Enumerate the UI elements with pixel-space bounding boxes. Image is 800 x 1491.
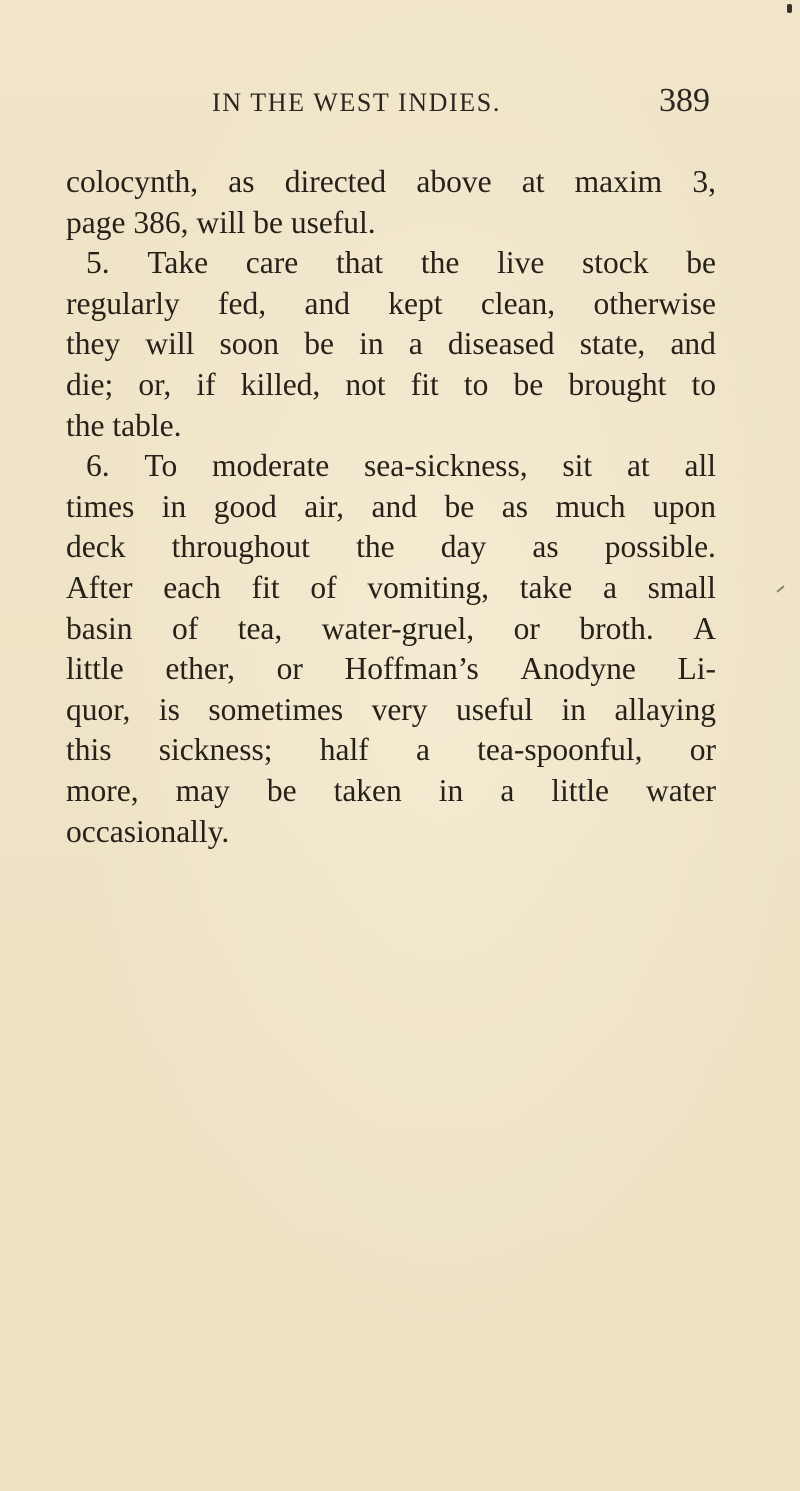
- body-text: [66, 162, 716, 852]
- word: vomiting,: [367, 569, 489, 605]
- word: good: [213, 488, 277, 524]
- word: kept: [388, 285, 443, 321]
- word: sickness;: [158, 732, 273, 768]
- word: to: [691, 366, 716, 402]
- word: or,: [138, 366, 172, 402]
- word: they: [66, 326, 121, 362]
- word: moderate: [212, 448, 330, 484]
- text-line: page 386, will be useful.: [66, 204, 376, 240]
- word: or: [689, 732, 716, 768]
- word: throughout: [171, 529, 310, 565]
- word: After: [66, 569, 133, 605]
- word: soon: [219, 326, 280, 362]
- word: fit: [410, 366, 439, 402]
- word: small: [647, 569, 716, 605]
- word: the: [356, 529, 395, 565]
- word: as: [228, 164, 255, 199]
- word: water: [646, 772, 716, 808]
- word: or: [276, 651, 303, 687]
- word: sit: [562, 448, 593, 484]
- word: very: [371, 691, 428, 727]
- word: die;: [66, 366, 114, 402]
- text-line: [66, 243, 716, 284]
- word: upon: [652, 488, 716, 524]
- text-line: [66, 568, 716, 609]
- word: care: [245, 245, 299, 281]
- running-title: IN THE WEST INDIES.: [212, 88, 501, 117]
- word: maxim: [574, 164, 663, 199]
- word: 6.: [86, 448, 110, 484]
- word: basin: [66, 610, 133, 646]
- word: taken: [333, 772, 402, 808]
- word: Hoffman’s: [344, 651, 479, 687]
- word: state,: [579, 326, 646, 362]
- word: fed,: [218, 285, 267, 321]
- word: at: [521, 164, 545, 199]
- word: more,: [66, 772, 139, 808]
- word: not: [345, 366, 386, 402]
- text-line: [66, 487, 716, 528]
- text-line: the table.: [66, 407, 182, 443]
- word: be: [266, 772, 297, 808]
- word: of: [171, 610, 199, 646]
- word: broth.: [579, 610, 654, 646]
- word: killed,: [240, 366, 321, 402]
- word: a: [415, 732, 430, 768]
- word: to: [463, 366, 489, 402]
- page-mark: [776, 585, 784, 592]
- word: much: [555, 488, 626, 524]
- word: that: [335, 245, 384, 281]
- word: and: [371, 488, 418, 524]
- word: in: [161, 488, 187, 524]
- word: regularly: [66, 285, 180, 321]
- text-line: [66, 730, 716, 771]
- text-line: [66, 771, 716, 812]
- word: be: [686, 245, 716, 281]
- page-speck: [787, 4, 792, 13]
- word: be: [304, 326, 334, 362]
- word: 5.: [86, 245, 110, 281]
- word: little: [66, 651, 124, 687]
- word: water-gruel,: [321, 610, 475, 646]
- word: live: [497, 245, 545, 281]
- word: clean,: [480, 285, 556, 321]
- word: colocynth,: [66, 164, 199, 199]
- word: possible.: [604, 529, 716, 565]
- word: A: [693, 610, 716, 646]
- word: in: [359, 326, 384, 362]
- word: fit: [251, 569, 280, 605]
- word: in: [561, 691, 587, 727]
- word: or: [513, 610, 540, 646]
- word: as: [501, 488, 528, 524]
- word: a: [602, 569, 617, 605]
- word: To: [144, 448, 178, 484]
- text-line: [66, 690, 716, 731]
- text-line: [66, 324, 716, 365]
- word: air,: [304, 488, 345, 524]
- text-line: [66, 365, 716, 406]
- word: stock: [582, 245, 649, 281]
- word: above: [416, 164, 492, 199]
- word: sometimes: [208, 691, 344, 727]
- word: this: [66, 732, 112, 768]
- page-number: 389: [659, 82, 710, 119]
- word: diseased: [447, 326, 555, 362]
- word: all: [684, 448, 716, 484]
- word: day: [440, 529, 487, 565]
- word: deck: [66, 529, 126, 565]
- word: allaying: [614, 691, 716, 727]
- word: brought: [568, 366, 667, 402]
- word: ether,: [165, 651, 235, 687]
- word: be: [444, 488, 475, 524]
- word: directed: [284, 164, 387, 199]
- word: a: [500, 772, 515, 808]
- word: in: [438, 772, 464, 808]
- word: will: [145, 326, 195, 362]
- word: at: [626, 448, 650, 484]
- running-head: [212, 82, 712, 122]
- word: Take: [147, 245, 209, 281]
- word: be: [513, 366, 544, 402]
- word: Anodyne: [520, 651, 636, 687]
- word: a: [408, 326, 423, 362]
- word: useful: [456, 691, 534, 727]
- text-line: [66, 609, 716, 650]
- word: and: [670, 326, 716, 362]
- word: quor,: [66, 691, 131, 727]
- word: and: [304, 285, 350, 321]
- word: sea-sickness,: [364, 448, 528, 484]
- text-line: [66, 649, 716, 690]
- text-line: [66, 446, 716, 487]
- word: if: [196, 366, 216, 402]
- word: tea,: [237, 610, 283, 646]
- word: may: [175, 772, 230, 808]
- word: each: [163, 569, 221, 605]
- text-line: [66, 162, 716, 203]
- word: tea-spoonful,: [477, 732, 643, 768]
- word: as: [532, 529, 559, 565]
- word: otherwise: [593, 285, 716, 321]
- text-line: occasionally.: [66, 813, 230, 849]
- word: half: [319, 732, 369, 768]
- word: little: [551, 772, 610, 808]
- word: the: [420, 245, 460, 281]
- word: is: [158, 691, 180, 727]
- text-line: [66, 284, 716, 325]
- text-line: [66, 527, 716, 568]
- word: take: [519, 569, 573, 605]
- word: Li-: [677, 651, 716, 687]
- word: of: [310, 569, 337, 605]
- word: 3,: [692, 164, 716, 199]
- word: times: [66, 488, 135, 524]
